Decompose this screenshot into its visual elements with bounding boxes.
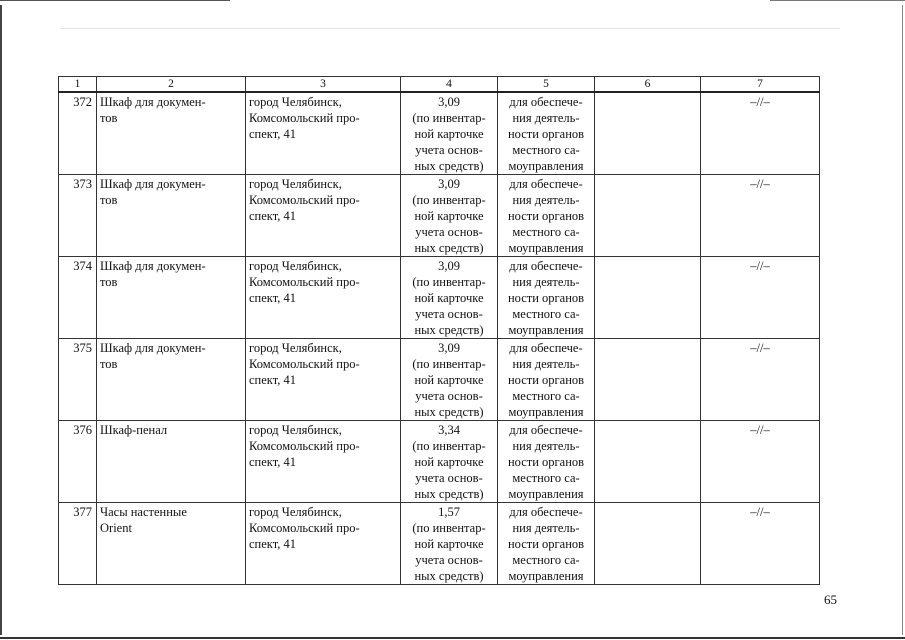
location-cell: город Челябинск, Комсомольский про- спект, 41 [246, 92, 401, 175]
column-6-cell [595, 339, 701, 421]
location-cell: город Челябинск, Комсомольский про- спект, 41 [246, 503, 401, 585]
item-name-cell: Часы настенные Orient [97, 503, 246, 585]
column-6-cell [595, 92, 701, 175]
page-frame-right-edge [902, 5, 903, 635]
row-number-cell: 377 [59, 503, 97, 585]
column-6-cell [595, 175, 701, 257]
item-name-cell: Шкаф-пенал [97, 421, 246, 503]
purpose-cell: для обеспече- ния деятель- ности органов местного са- моуправления [498, 421, 595, 503]
scan-artifact-line [60, 28, 840, 29]
purpose-cell: для обеспече- ния деятель- ности органов местного са- моуправления [498, 92, 595, 175]
column-header: 5 [498, 77, 595, 93]
location-cell: город Челябинск, Комсомольский про- спект, 41 [246, 257, 401, 339]
column-header: 4 [401, 77, 498, 93]
ditto-mark-cell: –//– [701, 257, 820, 339]
column-header: 2 [97, 77, 246, 93]
purpose-cell: для обеспече- ния деятель- ности органов местного са- моуправления [498, 257, 595, 339]
ditto-mark-cell: –//– [701, 175, 820, 257]
value-cell: 3,09 (по инвентар- ной карточке учета основ- ных средств) [401, 339, 498, 421]
ditto-mark-cell: –//– [701, 503, 820, 585]
table-row [59, 503, 820, 585]
table-row [59, 339, 820, 421]
row-number-cell: 373 [59, 175, 97, 257]
row-number-cell: 375 [59, 339, 97, 421]
value-cell: 1,57 (по инвентар- ной карточке учета основ- ных средств) [401, 503, 498, 585]
table-row [59, 257, 820, 339]
value-cell: 3,09 (по инвентар- ной карточке учета основ- ных средств) [401, 257, 498, 339]
page-frame-left-edge [0, 5, 2, 635]
location-cell: город Челябинск, Комсомольский про- спект, 41 [246, 339, 401, 421]
item-name-cell: Шкаф для докумен- тов [97, 92, 246, 175]
value-cell: 3,09 (по инвентар- ной карточке учета основ- ных средств) [401, 175, 498, 257]
purpose-cell: для обеспече- ния деятель- ности органов местного са- моуправления [498, 339, 595, 421]
row-number-cell: 374 [59, 257, 97, 339]
purpose-cell: для обеспече- ния деятель- ности органов местного са- моуправления [498, 175, 595, 257]
table-row [59, 175, 820, 257]
column-header: 1 [59, 77, 97, 93]
row-number-cell: 376 [59, 421, 97, 503]
ditto-mark-cell: –//– [701, 92, 820, 175]
item-name-cell: Шкаф для докумен- тов [97, 339, 246, 421]
page-frame-bottom-edge [0, 637, 905, 639]
purpose-cell: для обеспече- ния деятель- ности органов местного са- моуправления [498, 503, 595, 585]
table-row [59, 92, 820, 175]
column-header: 7 [701, 77, 820, 93]
value-cell: 3,34 (по инвентар- ной карточке учета основ- ных средств) [401, 421, 498, 503]
column-6-cell [595, 503, 701, 585]
page-number: 65 [824, 592, 837, 607]
location-cell: город Челябинск, Комсомольский про- спект, 41 [246, 421, 401, 503]
table-row [59, 421, 820, 503]
ditto-mark-cell: –//– [701, 339, 820, 421]
item-name-cell: Шкаф для докумен- тов [97, 175, 246, 257]
page-frame-top-right-edge [770, 0, 905, 1]
page-frame-top-edge [0, 0, 230, 1]
column-header: 6 [595, 77, 701, 93]
column-6-cell [595, 421, 701, 503]
ditto-mark-cell: –//– [701, 421, 820, 503]
column-header: 3 [246, 77, 401, 93]
column-6-cell [595, 257, 701, 339]
property-registry-table [58, 76, 820, 585]
value-cell: 3,09 (по инвентар- ной карточке учета основ- ных средств) [401, 92, 498, 175]
row-number-cell: 372 [59, 92, 97, 175]
location-cell: город Челябинск, Комсомольский про- спект, 41 [246, 175, 401, 257]
table-header-row [59, 77, 820, 93]
item-name-cell: Шкаф для докумен- тов [97, 257, 246, 339]
